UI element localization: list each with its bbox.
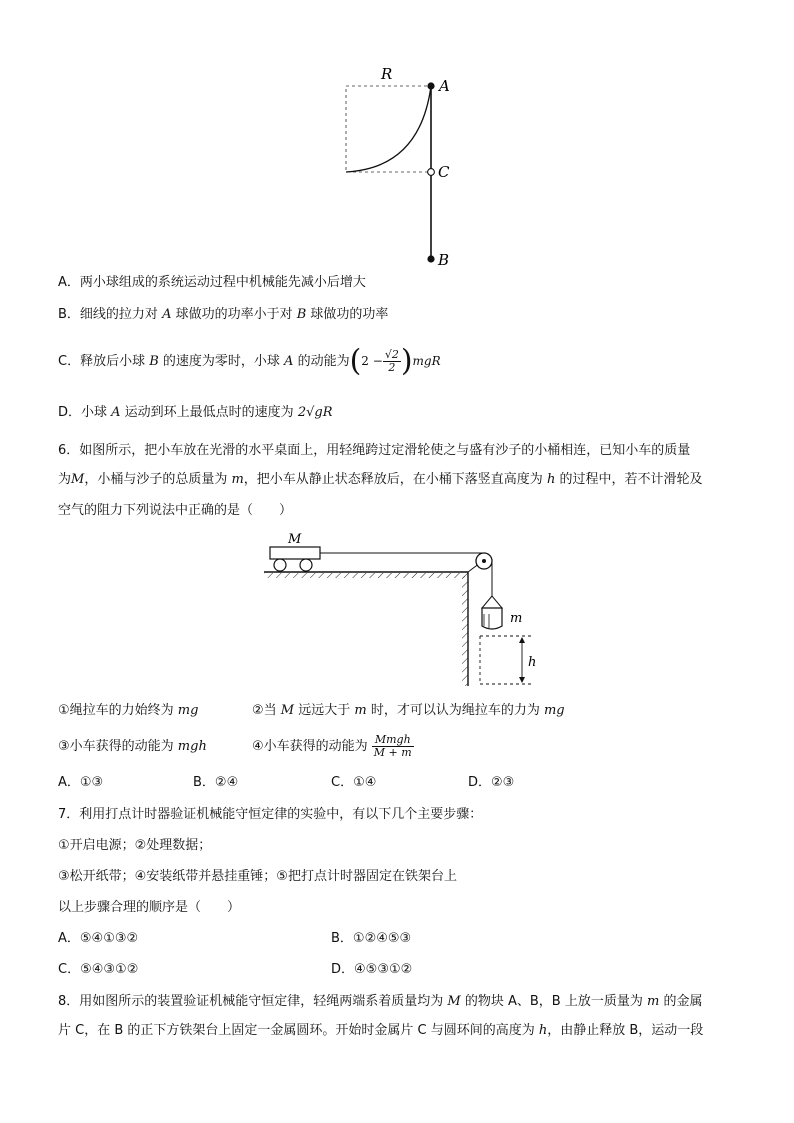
- var: m: [231, 472, 244, 487]
- q6-statement-2: [252, 701, 565, 721]
- var: h: [538, 1023, 548, 1038]
- var: m: [646, 994, 660, 1009]
- var: M: [71, 472, 85, 487]
- text: 8．用如图所示的装置验证机械能守恒定律，轻绳两端系着质量均为: [58, 994, 448, 1009]
- frac-num: Mmgh: [372, 734, 414, 747]
- var: M: [280, 703, 295, 718]
- q6-line1: 6．如图所示，把小车放在光滑的水平桌面上，用轻绳跨过定滑轮使之与盛有沙子的小桶相连，已知小车的质量: [58, 443, 691, 458]
- var: A: [162, 307, 172, 322]
- expr: mgR: [412, 354, 441, 368]
- q7-option-a: A．⑤④①③②: [58, 931, 139, 946]
- label-h: h: [528, 655, 537, 670]
- text: ，小桶与沙子的总质量为: [84, 472, 232, 487]
- label-r: R: [381, 65, 393, 83]
- q6-line2: [58, 470, 702, 490]
- arrow-down: [519, 677, 525, 683]
- figure-quarter-arc: [330, 60, 470, 270]
- frac-num: √2: [384, 348, 399, 361]
- point-c: [428, 169, 435, 176]
- arc: [346, 86, 431, 172]
- label-a: A: [439, 77, 450, 95]
- bucket-hanger: [482, 596, 502, 608]
- label-c: C: [438, 163, 450, 181]
- arrow-up: [519, 637, 525, 643]
- q7-option-b: B．①②④⑤③: [331, 931, 412, 946]
- q6-option-a: A．①③: [58, 775, 104, 790]
- fraction: [383, 349, 401, 374]
- expr: 2 −: [361, 354, 383, 368]
- q5-option-c: [58, 344, 441, 379]
- cart-wheel: [274, 559, 286, 571]
- label-bucket-m: m: [510, 611, 523, 626]
- paren: ): [400, 343, 413, 379]
- q8-line1: [58, 992, 702, 1012]
- q5-option-a: A．两小球组成的系统运动过程中机械能先减小后增大: [58, 275, 366, 290]
- q6-option-d: D．②③: [468, 775, 515, 790]
- text: 运动到环上最低点时的速度为: [120, 405, 298, 420]
- frac-den: 2: [388, 361, 396, 374]
- paren: (: [349, 343, 362, 379]
- text: 的速度为零时，小球: [158, 354, 285, 369]
- expr: mg: [543, 703, 565, 718]
- text: 时，才可以认为绳拉车的力为: [366, 703, 544, 718]
- expr: 2√gR: [297, 405, 333, 420]
- ball-b: [427, 255, 434, 262]
- var: M: [447, 994, 461, 1009]
- ball-a: [427, 82, 434, 89]
- cart-wheel: [300, 559, 312, 571]
- text: D．小球: [58, 405, 112, 420]
- text: 片 C，在 B 的正下方铁架台上固定一金属圆环。开始时金属片 C 与圆环间的高度为: [58, 1023, 539, 1038]
- q7-steps-1: ①开启电源；②处理数据；: [58, 838, 212, 853]
- q6-option-b: B．②④: [193, 775, 239, 790]
- q5-option-d: [58, 403, 332, 423]
- text: 球做功的功率: [306, 307, 389, 322]
- figure-cart-pulley: [258, 528, 548, 690]
- text: ①绳拉车的力始终为: [58, 703, 178, 718]
- var: m: [354, 703, 367, 718]
- q7-option-c: C．⑤④③①②: [58, 962, 139, 977]
- text: 球做功的功率小于对: [171, 307, 297, 322]
- q7-steps-2: ③松开纸带；④安装纸带并悬挂重锤；⑤把打点计时器固定在铁架台上: [58, 869, 457, 884]
- text: ④小车获得的动能为: [252, 739, 372, 754]
- q7-ask: 以上步骤合理的顺序是（ ）: [58, 900, 241, 915]
- table-hatch: [264, 573, 468, 578]
- label-b: B: [438, 251, 450, 269]
- expr: mg: [177, 703, 199, 718]
- label-cart-m: M: [288, 532, 302, 547]
- q6-statement-1: [58, 701, 198, 721]
- q6-line3: 空气的阻力下列说法中正确的是（ ）: [58, 503, 293, 518]
- text: 的物块 A、B，B 上放一质量为: [460, 994, 647, 1009]
- edge-hatch: [462, 576, 468, 686]
- expr: mgh: [177, 739, 207, 754]
- text: 远远大于: [294, 703, 355, 718]
- text: C．释放后小球: [58, 354, 150, 369]
- q7-option-d: D．④⑤③①②: [331, 962, 413, 977]
- q6-option-c: C．①④: [331, 775, 377, 790]
- text: ，把小车从静止状态释放后，在小桶下落竖直高度为: [243, 472, 547, 487]
- var: A: [111, 405, 121, 420]
- pulley-axle: [482, 559, 486, 563]
- var: h: [546, 472, 556, 487]
- q7-stem: 7．利用打点计时器验证机械能守恒定律的实验中，有以下几个主要步骤：: [58, 807, 483, 822]
- q6-statement-3: [58, 737, 207, 757]
- fraction: [372, 734, 414, 759]
- q6-statement-4: [252, 730, 414, 764]
- q5-option-b: [58, 305, 388, 325]
- text: ，由静止释放 B，运动一段: [547, 1023, 704, 1038]
- text: 的金属: [659, 994, 703, 1009]
- bucket: [482, 608, 502, 629]
- var: B: [296, 307, 307, 322]
- text: ②当: [252, 703, 281, 718]
- text: 为: [58, 472, 72, 487]
- text: ③小车获得的动能为: [58, 739, 178, 754]
- var: A: [284, 354, 294, 369]
- cart-body: [270, 547, 320, 559]
- text: B．细线的拉力对: [58, 307, 163, 322]
- frac-den: M + m: [373, 746, 412, 759]
- var: B: [149, 354, 159, 369]
- q8-line2: [58, 1021, 703, 1041]
- text: 的过程中，若不计滑轮及: [555, 472, 703, 487]
- text: 的动能为: [293, 354, 350, 369]
